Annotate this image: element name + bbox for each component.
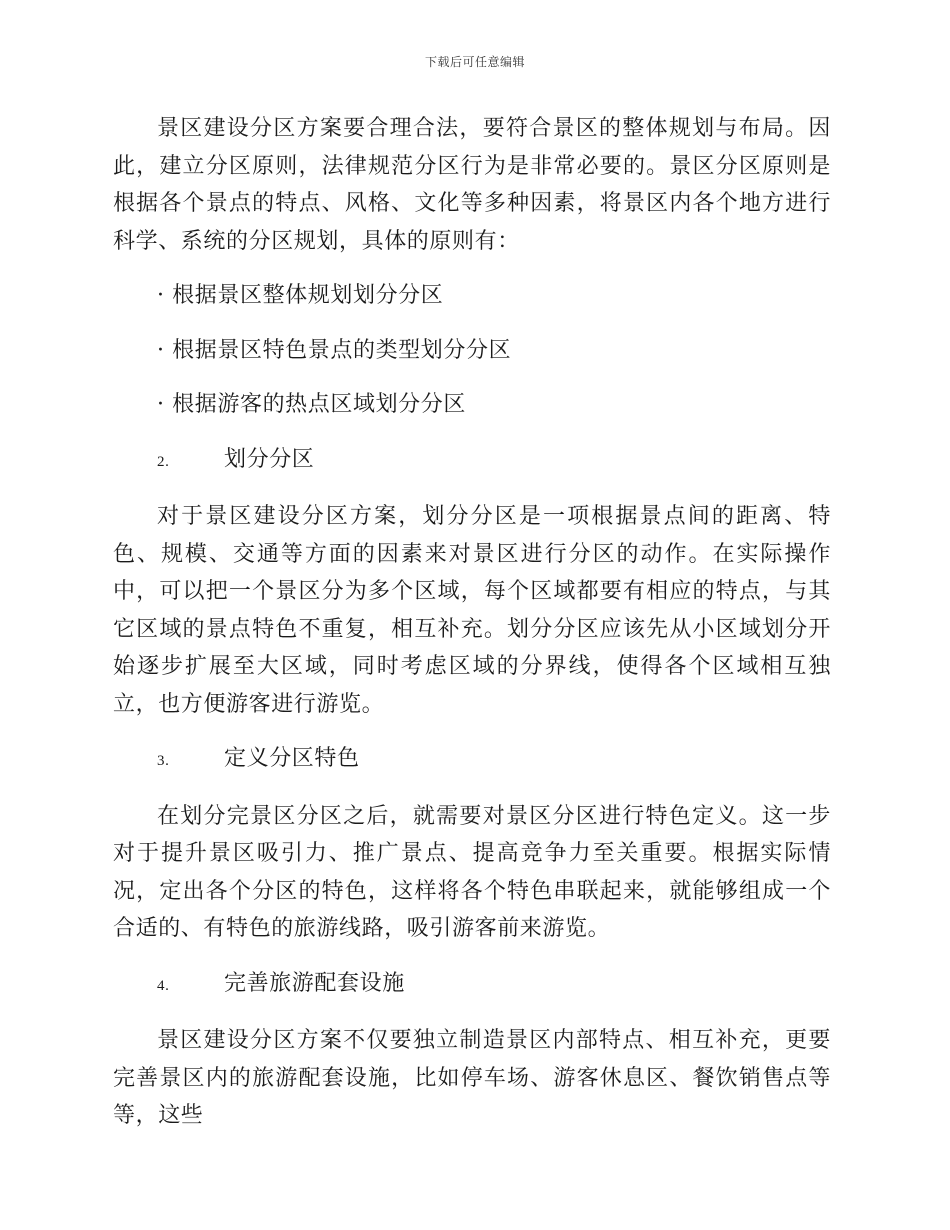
document-body bbox=[113, 110, 831, 1135]
bullet-item: · 根据景区整体规划划分分区 bbox=[157, 283, 444, 308]
section-title: 完善旅游配套设施 bbox=[224, 970, 405, 996]
section-number: 4. bbox=[157, 977, 170, 994]
section-title: 定义分区特色 bbox=[224, 746, 360, 771]
section-paragraph: 在划分完景区分区之后，就需要对景区分区进行特色定义。这一步对于提升景区吸引力、推广景点、提高竞争力至关重要。根据实际情况，定出各个分区的特色，这样将各个特色串联起来，就能够组成一个合适的、有特色的旅游线路，吸引游客前来游览。 bbox=[113, 803, 831, 941]
section-number: 3. bbox=[157, 753, 170, 769]
section-paragraph: 对于景区建设分区方案，划分分区是一项根据景点间的距离、特色、规模、交通等方面的因素来对景区进行分区的动作。在实际操作中，可以把一个景区分为多个区域，每个区域都要有相应的特点，与其它区域的景点特色不重复，相互补充。划分分区应该先从小区域划分开始逐步扩展至大区域，同时考虑区域的分界线，使得各个区域相互独立，也方便游客进行游览。 bbox=[113, 504, 831, 717]
section-title: 划分分区 bbox=[224, 446, 315, 472]
intro-paragraph: 景区建设分区方案要合理合法，要符合景区的整体规划与布局。因此，建立分区原则，法律规范分区行为是非常必要的。景区分区原则是根据各个景点的特点、风格、文化等多种因素，将景区内各个地方进行科学、系统的分区规划，具体的原则有： bbox=[113, 116, 831, 254]
section-heading bbox=[113, 740, 831, 781]
section-paragraph: 景区建设分区方案不仅要独立制造景区内部特点、相互补充，更要完善景区内的旅游配套设施，比如停车场、游客休息区、餐饮销售点等等，这些 bbox=[113, 1028, 831, 1128]
section-heading bbox=[113, 965, 831, 1006]
bullet-item: · 根据景区特色景点的类型划分分区 bbox=[157, 337, 512, 363]
section-heading bbox=[113, 441, 831, 482]
bullet-item: · 根据游客的热点区域划分分区 bbox=[157, 392, 466, 417]
page-header: 下载后可任意编辑 bbox=[424, 55, 525, 69]
section-number: 2. bbox=[157, 453, 170, 470]
